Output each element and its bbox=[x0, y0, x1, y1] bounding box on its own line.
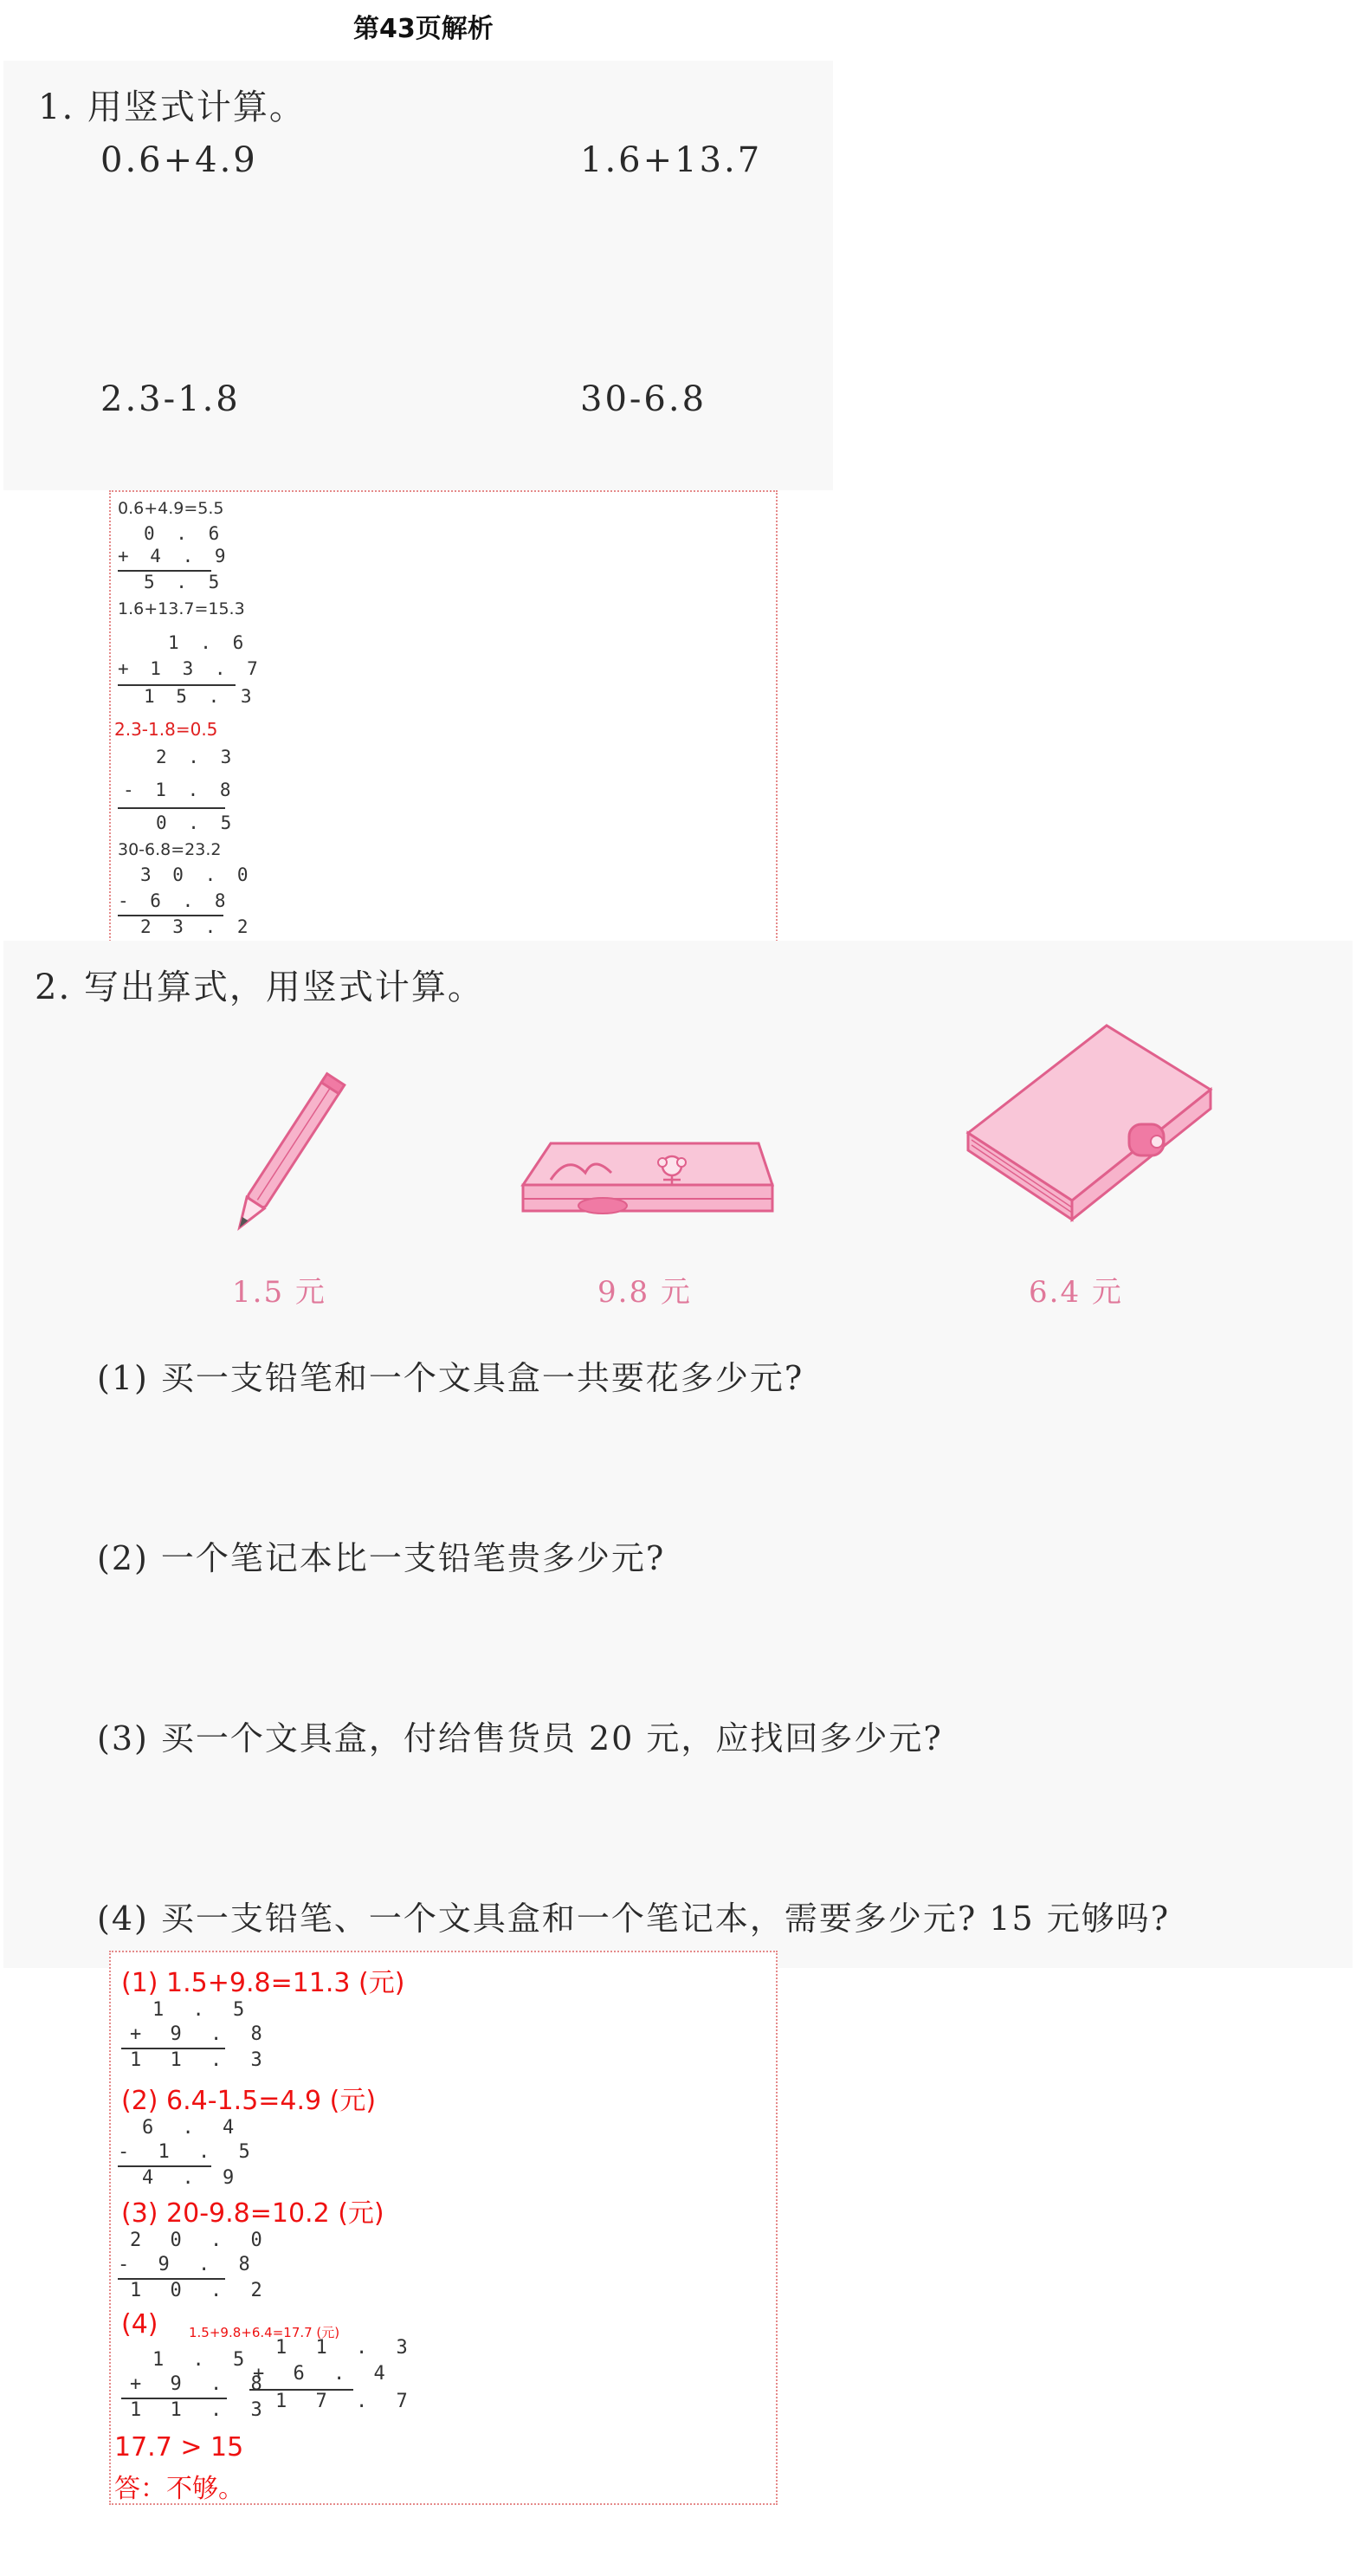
answer-2-conclusion: 答：不够。 bbox=[114, 2474, 244, 2504]
vertical-2-mid: + 1 3 . 7 bbox=[118, 658, 263, 679]
a2-vertical-1-mid: + 9 . 8 bbox=[130, 2023, 271, 2045]
vertical-3-rule bbox=[118, 807, 225, 809]
expression-3: 2.3-1.8 bbox=[100, 379, 241, 419]
vertical-1-top: 0 . 6 bbox=[144, 523, 225, 544]
a2-vertical-1-top: 1 . 5 bbox=[152, 1999, 254, 2021]
answer-2-line-4-equation: 1.5+9.8+6.4=17.7 (元) bbox=[189, 2325, 340, 2340]
a2-vertical-3-result: 1 0 . 2 bbox=[130, 2280, 271, 2301]
sub-question-3: (3) 买一个文具盒，付给售货员 20 元，应找回多少元? bbox=[97, 1719, 943, 1757]
a2-vertical-2-top: 6 . 4 bbox=[142, 2117, 243, 2139]
expression-1: 0.6+4.9 bbox=[100, 140, 258, 180]
answer-2-line-4: (4) bbox=[121, 2309, 158, 2340]
expression-2: 1.6+13.7 bbox=[580, 140, 763, 180]
price-pencil: 1.5 元 bbox=[232, 1275, 326, 1310]
a2-vertical-2-result: 4 . 9 bbox=[142, 2167, 243, 2189]
question-2-title: 2. 写出算式，用竖式计算。 bbox=[35, 968, 484, 1007]
a2-vertical-4b-mid: + 6 . 4 bbox=[253, 2363, 394, 2385]
a2-vertical-4b-top: 1 1 . 3 bbox=[275, 2337, 416, 2359]
answer-2-compare: 17.7 > 15 bbox=[114, 2432, 244, 2463]
answer-1-equation-3: 2.3-1.8=0.5 bbox=[114, 719, 218, 740]
price-pencil-box: 9.8 元 bbox=[597, 1275, 692, 1310]
vertical-3-top: 2 . 3 bbox=[156, 747, 237, 767]
pencil-icon bbox=[216, 1061, 355, 1252]
sub-question-4: (4) 买一支铅笔、一个文具盒和一个笔记本，需要多少元? 15 元够吗? bbox=[97, 1900, 1171, 1938]
answer-2-line-1: (1) 1.5+9.8=11.3 (元) bbox=[121, 1968, 405, 1998]
answer-2-line-2: (2) 6.4-1.5=4.9 (元) bbox=[121, 2086, 377, 2116]
a2-vertical-4a-mid: + 9 . 8 bbox=[130, 2373, 271, 2395]
answer-box-1 bbox=[109, 490, 778, 944]
a2-vertical-3-mid: - 9 . 8 bbox=[118, 2254, 259, 2275]
vertical-4-result: 2 3 . 2 bbox=[140, 916, 254, 937]
a2-vertical-2-mid: - 1 . 5 bbox=[118, 2141, 259, 2163]
vertical-2-top: 1 . 6 bbox=[168, 632, 249, 653]
sub-question-1: (1) 买一支铅笔和一个文具盒一共要花多少元? bbox=[97, 1359, 804, 1397]
page-title: 第43页解析 bbox=[353, 14, 494, 44]
vertical-2-result: 1 5 . 3 bbox=[144, 686, 257, 707]
vertical-1-result: 5 . 5 bbox=[144, 572, 225, 592]
sub-question-2: (2) 一个笔记本比一支铅笔贵多少元? bbox=[97, 1539, 666, 1577]
a2-vertical-1-result: 1 1 . 3 bbox=[130, 2049, 271, 2071]
question-1-title: 1. 用竖式计算。 bbox=[38, 87, 306, 127]
vertical-1-mid: + 4 . 9 bbox=[118, 546, 231, 566]
vertical-3-mid: - 1 . 8 bbox=[123, 780, 236, 800]
answer-1-equation-1: 0.6+4.9=5.5 bbox=[118, 499, 224, 518]
answer-2-line-3: (3) 20-9.8=10.2 (元) bbox=[121, 2198, 384, 2229]
price-notebook: 6.4 元 bbox=[1029, 1275, 1123, 1310]
answer-box-2 bbox=[109, 1951, 778, 2505]
pencil-box-icon bbox=[516, 1126, 776, 1239]
vertical-4-mid: - 6 . 8 bbox=[118, 890, 231, 911]
answer-1-equation-2: 1.6+13.7=15.3 bbox=[118, 599, 245, 618]
a2-vertical-3-top: 2 0 . 0 bbox=[130, 2230, 271, 2251]
notebook-icon bbox=[959, 1020, 1219, 1246]
vertical-4-top: 3 0 . 0 bbox=[140, 864, 254, 885]
a2-vertical-4b-result: 1 7 . 7 bbox=[275, 2391, 416, 2412]
vertical-3-result: 0 . 5 bbox=[156, 812, 237, 833]
a2-vertical-4a-result: 1 1 . 3 bbox=[130, 2399, 271, 2421]
a2-vertical-4a-top: 1 . 5 bbox=[152, 2349, 254, 2371]
expression-4: 30-6.8 bbox=[580, 379, 707, 419]
answer-1-equation-4: 30-6.8=23.2 bbox=[118, 840, 222, 859]
